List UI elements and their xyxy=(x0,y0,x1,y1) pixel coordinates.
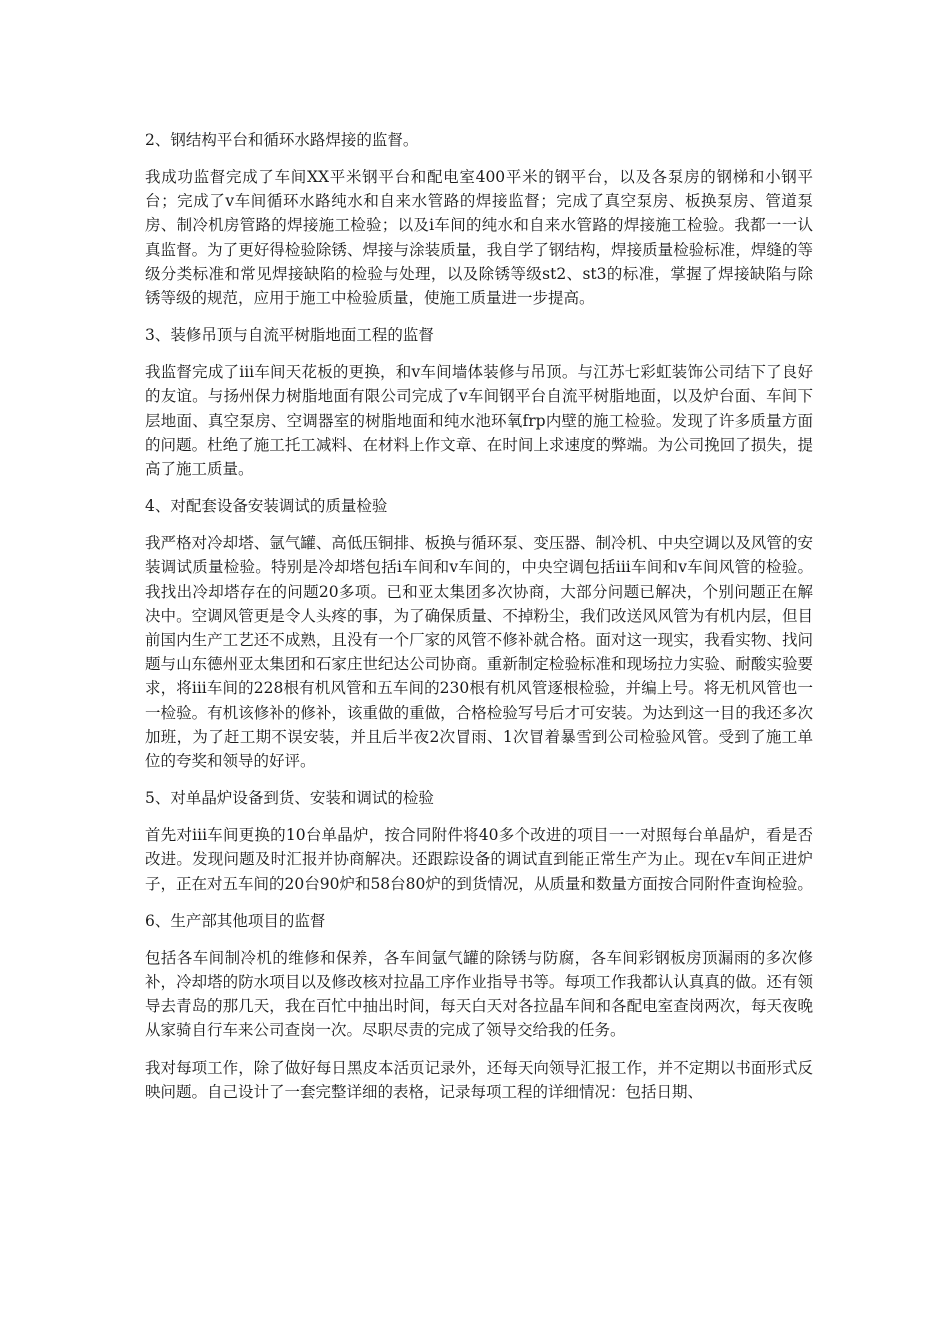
section-heading-4: 4、对配套设备安装调试的质量检验 xyxy=(145,497,388,516)
section-body-3: 我监督完成了iii车间天花板的更换，和v车间墙体装修与吊顶。与江苏七彩虹装饰公司结下了良好的友谊。与扬州保力树脂地面有限公司完成了v车间钢平台自流平树脂地面，以及炉台面、车间下层地面、真空泵房、空调器室的树脂地面和纯水池环氧frp内壁的施工检验。发现了许多质量方面的问题。杜绝了施工托工减料、在材料上作文章、在时间上求速度的弊端。为公司挽回了损失，提高了施工质量。 xyxy=(145,363,813,479)
section-heading-3: 3、装修吊顶与自流平树脂地面工程的监督 xyxy=(145,326,434,345)
document-page xyxy=(145,128,813,1117)
section-heading-2: 2、钢结构平台和循环水路焊接的监督。 xyxy=(145,131,419,149)
section-body-6: 包括各车间制冷机的维修和保养，各车间氩气罐的除锈与防腐，各车间彩钢板房顶漏雨的多次修补，冷却塔的防水项目以及修改核对拉晶工序作业指导书等。每项工作我都认认真真的做。还有领导去青岛的那几天，我在百忙中抽出时间，每天白天对各拉晶车间和各配电室查岗两次，每天夜晚从家骑自行车来公司查岗一次。尽职尽责的完成了领导交给我的任务。 xyxy=(145,948,813,1040)
closing-paragraph: 我对每项工作，除了做好每日黑皮本活页记录外，还每天向领导汇报工作，并不定期以书面形式反映问题。自己设计了一套完整详细的表格，记录每项工程的详细情况：包括日期、 xyxy=(145,1058,813,1101)
section-body-5: 首先对iii车间更换的10台单晶炉，按合同附件将40多个改进的项目一一对照每台单晶炉，看是否改进。发现问题及时汇报并协商解决。还跟踪设备的调试直到能正常生产为止。现在v车间正进炉子，正在对五车间的20台90炉和58台80炉的到货情况，从质量和数量方面按合同附件查询检验。 xyxy=(145,826,813,893)
section-body-2: 我成功监督完成了车间XX平米钢平台和配电室400平米的钢平台，以及各泵房的钢梯和小钢平台；完成了v车间循环水路纯水和自来水管路的焊接监督；完成了真空泵房、板换泵房、管道泵房、制冷机房管路的焊接施工检验；以及i车间的纯水和自来水管路的焊接施工检验。我都一一认真监督。为了更好得检验除锈、焊接与涂装质量，我自学了钢结构，焊接质量检验标准，焊缝的等级分类标准和常见焊接缺陷的检验与处理，以及除锈等级st2、st3的标准，掌握了焊接缺陷与除锈等级的规范，应用于施工中检验质量，使施工质量进一步提高。 xyxy=(145,168,813,308)
section-heading-6: 6、生产部其他项目的监督 xyxy=(145,911,326,930)
section-body-4: 我严格对冷却塔、氩气罐、高低压铜排、板换与循环泵、变压器、制冷机、中央空调以及风管的安装调试质量检验。特别是冷却塔包括i车间和v车间的，中央空调包括iii车间和v车间风管的检验。我找出冷却塔存在的问题20多项。已和亚太集团多次协商，大部分问题已解决，个别问题正在解决中。空调风管更是令人头疼的事，为了确保质量、不掉粉尘，我们改送风风管为有机内层，但目前国内生产工艺还不成熟，且没有一个厂家的风管不修补就合格。面对这一现实，我看实物、找问题与山东德州亚太集团和石家庄世纪达公司协商。重新制定检验标准和现场拉力实验、耐酸实验要求，将iii车间的228根有机风管和五车间的230根有机风管逐根检验，并编上号。将无机风管也一一检验。有机该修补的修补，该重做的重做，合格检验写号后才可安装。为达到这一目的我还多次加班，为了赶工期不误安装，并且后半夜2次冒雨、1次冒着暴雪到公司检验风管。受到了施工单位的夸奖和领导的好评。 xyxy=(145,534,813,771)
section-heading-5: 5、对单晶炉设备到货、安装和调试的检验 xyxy=(145,789,434,808)
